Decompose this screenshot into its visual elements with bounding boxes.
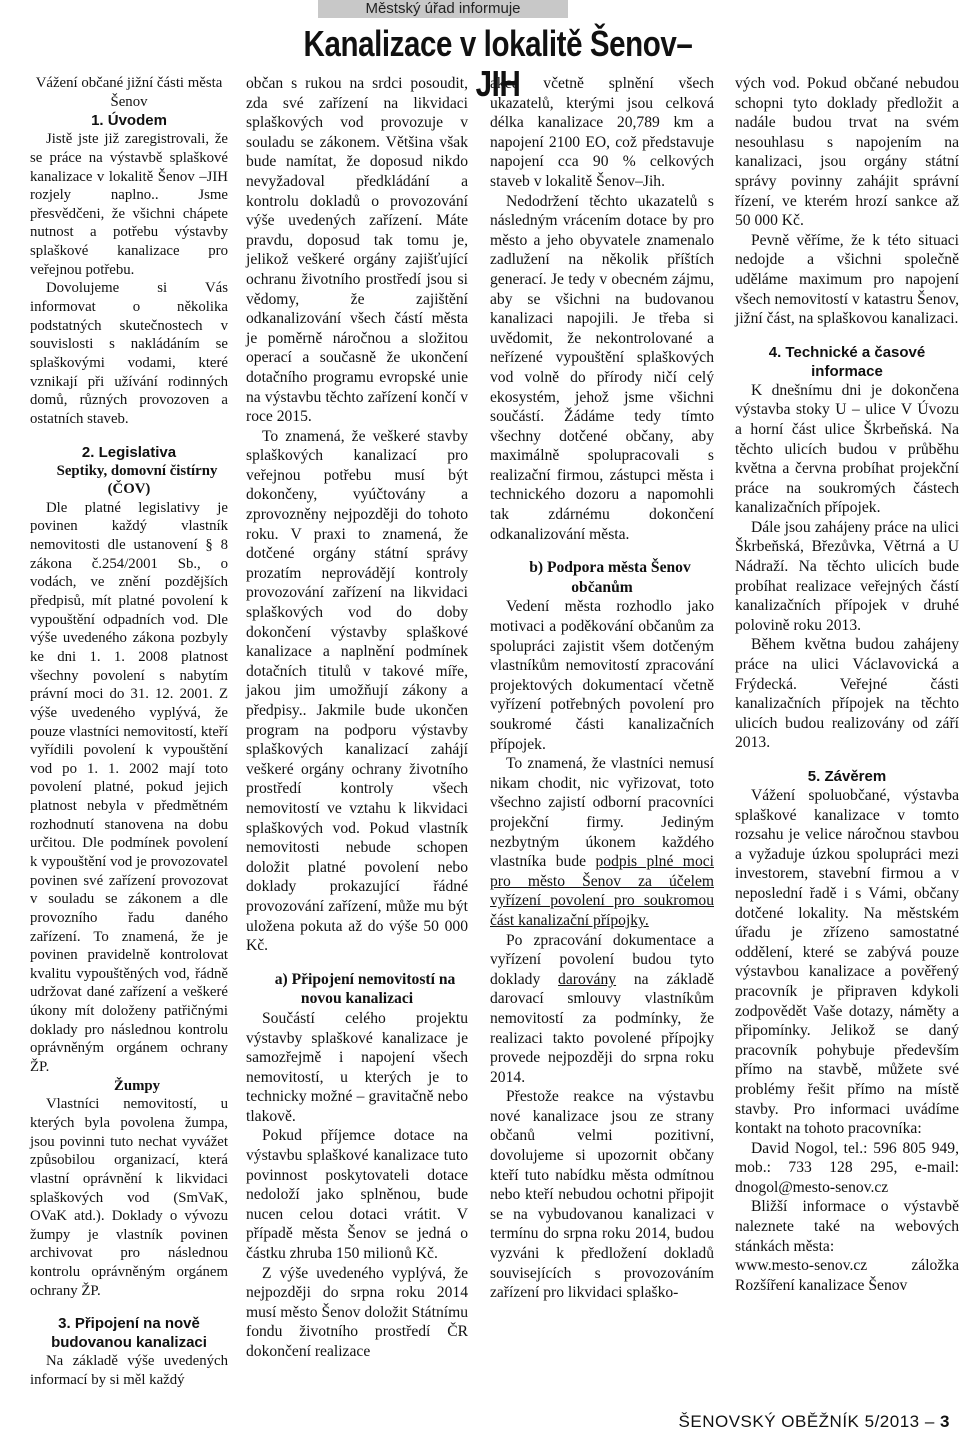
paragraph: Nedodržení těchto ukazatelů s následným vrácením dotace by pro město a jeho obyvatele znamenalo zadlužení na několik příštích generací. Je tedy v obecném zájmu, aby se všichni na budovanou kanalizaci napojili. Je třeba si uvědomit, že nekontrolované a neřízené vypouštění splaškových vod volně do přírody ničí celý ekosystém, jehož jsme všichni součástí. Žádáme tedy tímto všechny dotčené občany, aby maximálně spolupracovali s realizační firmou, zástupci města i technického dozoru a napomohli tak zdárnému dokončení odkanalizování města. (490, 192, 714, 543)
text-column-1 (30, 74, 228, 1390)
paragraph: Z výše uvedeného vyplývá, že nejpozději do srpna roku 2014 musí město Šenov doložit Státnímu fondu životního prostředí ČR dokončení realizace (246, 1264, 468, 1360)
paragraph: Na základě výše uvedených informací by si měl každý (30, 1353, 228, 1388)
paragraph: Součástí celého projektu výstavby splaškové kanalizace je samozřejmě i napojení všech nemovitostí, u kterých je to technicky možné – gravitačně nebo tlakově. (246, 1009, 468, 1125)
paragraph-text: na základě darovací smlouvy vlastníkům nemovitostí za podmínky, že realizaci takto povolené přípojky provede nejpozději do srpna roku 2014. (490, 970, 714, 1086)
paragraph (490, 754, 714, 930)
salutation: Vážení občané jižní části města Šenov (35, 75, 223, 110)
footer-dash: – (919, 1412, 941, 1431)
underlined-text: darovány (558, 970, 617, 988)
paragraph: vých vod. Pokud občané nebudou schopni tyto doklady předložit a nadále budou trvat na svém nesouhlasu s napojením na kanalizaci, jsou orgány státní správy povinny zahájit správní řízení, ve kterém hrozí sankce až 50 000 Kč. (735, 75, 959, 230)
paragraph (490, 931, 714, 1088)
paragraph: K dnešnímu dni je dokončena výstavba stoky U – ulice V Úvozu a horní část ulice Škrbeňská. Na těchto ulicích budou v průběhu května a června probíhat projekční práce na soukromých částech kanalizačních přípojek. (735, 381, 959, 517)
paragraph: Jistě jste již zaregistrovali, že se práce na výstavbě splaškové kanalizace v lokalitě Šenov –JIH rozjely naplno.. Jsme přesvědčeni, že všichni chápete nutnost a potřebu výstavby splaškové kanalizace pro veřejnou potřebu. (30, 131, 228, 278)
page-footer (679, 1412, 950, 1432)
subheading-property-connection: a) Připojení nemovitostí na novou kanalizaci (274, 970, 456, 1008)
paragraph: Pokud příjemce dotace na výstavbu splaškové kanalizace tuto povinnost poskytovateli dotace nedoloží jako splněnou, bude nucen celou dotaci vrátit. V případě města Šenov se jedná o částku zhruba 150 milionů Kč. (246, 1127, 468, 1263)
publication-name: ŠENOVSKÝ OBĚŽNÍK 5/2013 (678, 1412, 920, 1431)
section-heading-intro: 1. Úvodem (91, 112, 167, 130)
text-column-2 (246, 74, 468, 1362)
paragraph: Vážení spoluobčané, výstavba splaškové kanalizace v tomto rozsahu je velice náročnou stavbou a vyžaduje úzkou spolupráci mezi investorem, stavební firmou a v neposlední řadě i s Vámi, občany dotčené lokality. Na městském úřadu je zřízeno samostatné oddělení, které se zabývá pouze výstavbou kanalizace a pověřený pracovník je připraven kdykoli zodpovědět Vaše dotazy, náměty a připomínky. Jelikož se daný pracovník pohybuje především přímo na stavbě, můžete své problémy řešit přímo na místě stavby. Pro informaci uvádíme kontakt na tohoto pracovníka: (735, 787, 959, 1138)
paragraph-text: Po zpracování dokumentace a vyřízení povolení budou tyto doklady (490, 931, 714, 988)
contact-info: David Nogol, tel.: 596 805 949, mob.: 733 128 295, e-mail: dnogol@mesto-senov.cz (735, 1139, 959, 1196)
paragraph: Vlastníci nemovitostí, u kterých byla povolena žumpa, jsou povinni tuto nechat vyvážet způsobilou organizací, která vlastní oprávnění k likvidaci splaškových vod (SmVaK, OVaK atd.). Doklady o vývozu žumpy je vlastník povinen archivovat pro následnou kontrolu oprávněným orgánem ochrany ŽP. (30, 1096, 228, 1299)
section-heading-technical: 4. Technické a časové informace (768, 343, 926, 380)
paragraph: Dále jsou zahájeny práce na ulici Škrbeňská, Březůvka, Větrná a U Nádraží. Na těchto ulicích bude probíhat realizace veřejných částí kanalizačních přípojek v druhé polovině roku 2013. (735, 518, 959, 634)
paragraph: Během května budou zahájeny práce na ulici Václavovická a Frýdecká. Veřejné části kanalizačních přípojek na těchto ulicích budou realizovány od září 2013. (735, 636, 959, 752)
text-column-3 (490, 74, 714, 1303)
underlined-text: podpis plné moci pro město Šenov za účelem vyřízení povolení pro soukromou část kanalizační přípojky. (490, 853, 714, 929)
page-number: 3 (940, 1412, 950, 1431)
subheading-septic: Septiky, domovní čistírny (ČOV) (56, 462, 218, 498)
paragraph: Dovolujeme si Vás informovat o několika podstatných skutečnostech v souvislosti s nakládáním se splaškovými vodami, které vznikají při užívání rodinných domů, různých provozoven a ostatních staveb. (30, 280, 228, 427)
subheading-city-support: b) Podpora města Šenov občanům (529, 559, 691, 596)
section-heading-legislation: 2. Legislativa (81, 443, 177, 461)
paragraph: To znamená, že veškeré stavby splaškových kanalizací pro veřejnou potřebu musí být dokončeny, vyúčtovány a zprovozněny nejpozději do tohoto roku. V praxi to znamená, že dotčené orgány státní správy prozatím neprovádějí kontroly provozování zařízení na likvidaci splaškových vod do doby dokončení výstavby splaškové kanalizace a naplnění podmínek dotačních titulů v takové míře, jakou jim umožňují zákony a předpisy.. Jakmile bude ukončen program na podporu výstavby splaškových kanalizací zahájí veškeré orgány ochrany životního prostředí kontroly všech nemovitostí ve vztahu k likvidaci splaškových vod. Pokud vlastník nemovitosti nebude schopen doložit platné povolení nebo doklady prokazující řádné provozování zařízení, může mu být uložena pokuta až do výše 50 000 Kč. (246, 427, 468, 955)
paragraph: Vedení města rozhodlo jako motivaci a poděkování občanům za spolupráci zajistit všem dotčeným vlastníkům nemovitostí zpracování projektových dokumentací včetně vyřízení potřebných povolení pro soukromé části kanalizačních přípojek. (490, 598, 714, 753)
paragraph: akce včetně splnění všech ukazatelů, kterými jsou celková délka kanalizace 20,789 km a napojení 2100 EO, což představuje napojení cca 90 % celkových staveb v lokalitě Šenov–Jih. (490, 75, 714, 190)
text-column-4 (735, 74, 959, 1295)
section-heading-conclusion: 5. Závěrem (807, 768, 887, 785)
section-heading-connection: 3. Připojení na nově budovanou kanalizaci (51, 1315, 207, 1352)
section-kicker: Městský úřad informuje (318, 0, 568, 18)
paragraph: Pevně věříme, že k této situaci nedojde a všichni společně uděláme maximum pro napojení všech nemovitostí v katastru Šenov, jižní část, na splaškovou kanalizaci. (735, 231, 959, 328)
website-reference: www.mesto-senov.cz záložka Rozšíření kanalizace Šenov (735, 1257, 959, 1294)
paragraph: občan s rukou na srdci posoudit, zda své zařízení na likvidaci splaškových vod provozuje v souladu se zákonem. Většina však bude namítat, že doposud nikdo nevyžadoval předkládání a kontrolu dokladů o provozování výše uvedených zařízení. Máte pravdu, doposud tak tomu je, jelikož veškeré orgány zajišťující ochranu životního prostředí jsou si vědomy, že zajištění odkanalizování všech částí města je poměrně náročnou a složitou operací a současně že ukončení dotačního programu evropské unie na výstavbu těchto zařízení končí v roce 2015. (246, 75, 468, 426)
paragraph: Bližší informace o výstavbě naleznete také na webových stánkách města: (735, 1198, 959, 1255)
paragraph-text: To znamená, že vlastníci nemusí nikam chodit, nic vyřizovat, toto všechno zajistí odborní pracovníci projekční firmy. Jediným nezbytným úkonem každého vlastníka bude (490, 755, 714, 871)
article-title: Kanalizace v lokalitě Šenov–JIH (303, 23, 693, 104)
paragraph: Přestože reakce na výstavbu nové kanalizace jsou ze strany občanů velmi pozitivní, dovolujeme si upozornit občany kteří tuto nabídku města odmítnou nebo kteří nebudou ochotni připojit se na vybudovanou kanalizaci v termínu do srpna roku 2014, budou vyzváni k předložení dokladů souvisejících s provozováním zařízení pro likvidaci splaško- (490, 1088, 714, 1302)
paragraph: Dle platné legislativy je povinen každý vlastník nemovitosti dle ustanovení § 8 zákona č.254/2001 Sb., o vodách, ve znění pozdějších předpisů, mít platné povolení k vypouštění odpadních vod. Dle výše uvedeného zákona pozbyly ke dni 1. 1. 2008 platnost všechny povolení s nabytím právní moci do 31. 12. 2001. Z výše uvedeného vyplývá, že pouze vlastníci nemovitostí, kteří vyřídili povolení k vypouštění vod po 1. 1. 2002 mají toto povolení platné, pokud jejich platnost nebyla v předmětném rozhodnutí stanovena na dobu určitou. Dle podmínek povolení k vypouštění vod je provozovatel povinen své zařízení provozovat v souladu se zákonem a dle provozního řadu daného zařízení. To znamená, že je povinen pravidelně kontrolovat kvalitu vypouštěných vod, řádně udržovat dané zařízení a veškeré úkony mít doloženy patřičnými doklady pro následnou kontrolu oprávněným orgánem ochrany ŽP. (30, 499, 228, 1076)
subheading-cesspits: Žumpy (113, 1077, 161, 1094)
